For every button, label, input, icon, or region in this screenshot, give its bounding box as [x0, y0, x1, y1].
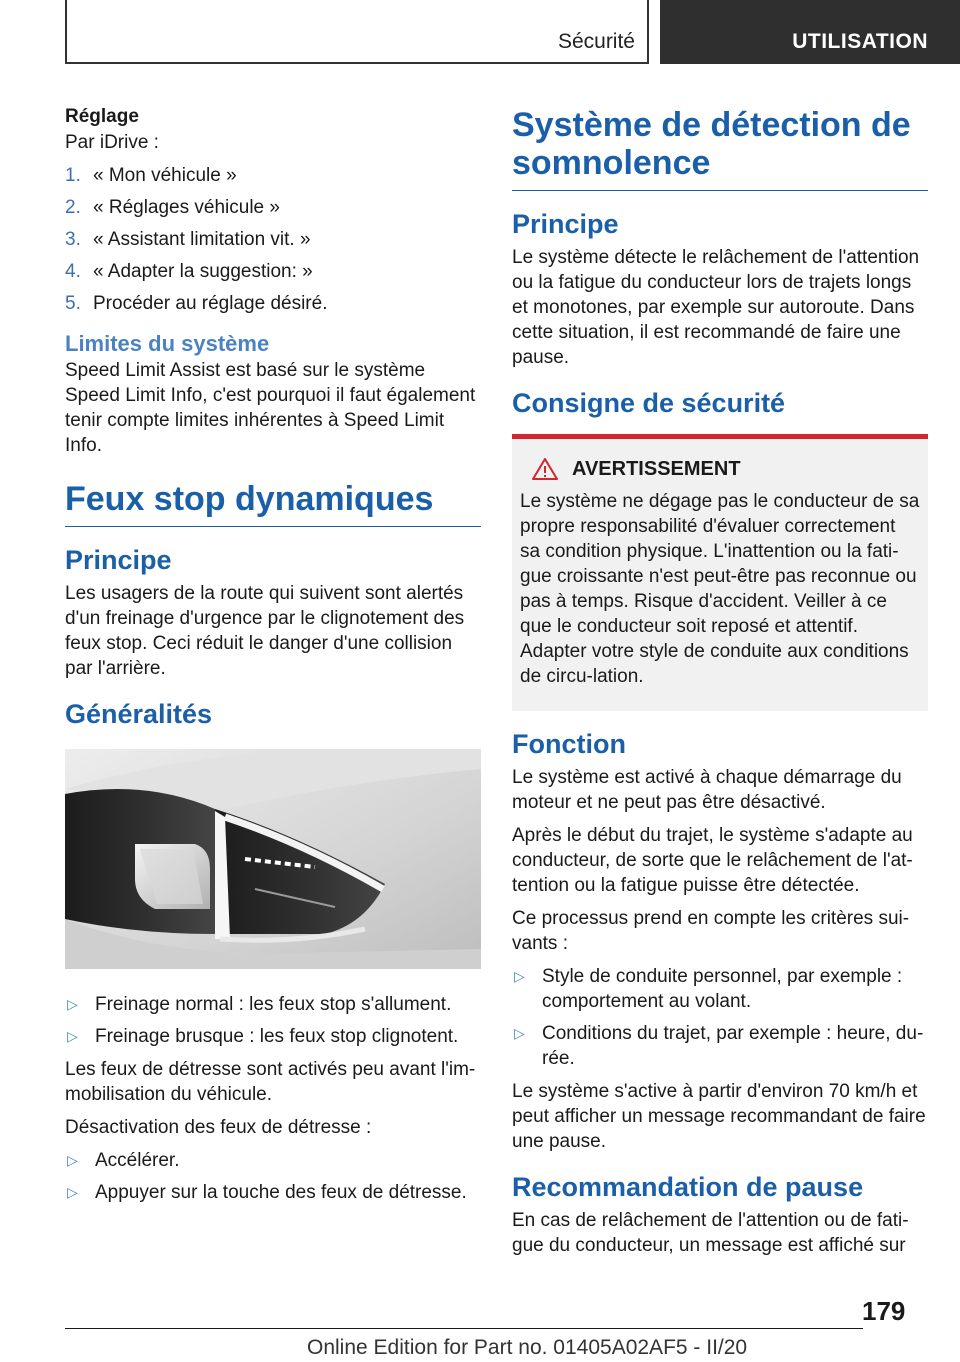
reglage-heading: Réglage	[65, 106, 139, 127]
list-item	[65, 227, 481, 252]
feux-stop-heading: Feux stop dynamiques	[65, 480, 481, 527]
footer-divider	[65, 1328, 863, 1329]
list-item	[65, 992, 481, 1017]
reglage-intro: Par iDrive :	[65, 132, 159, 153]
step-number: 2.	[65, 197, 81, 218]
limites-heading: Limites du système	[65, 331, 270, 356]
list-item-text: Conditions du trajet, par exemple : heure, du‐rée.	[542, 1023, 924, 1069]
somnolence-heading: Système de détection de somnolence	[512, 106, 928, 191]
step-text: Procéder au réglage désiré.	[93, 293, 328, 314]
warning-box	[512, 434, 928, 711]
list-item-text: Style de conduite personnel, par exemple : comportement au volant.	[542, 966, 903, 1012]
brake-behavior-list	[65, 992, 481, 1049]
step-text: « Assistant limitation vit. »	[93, 229, 311, 250]
list-item	[65, 1180, 481, 1205]
recommandation-text: En cas de relâchement de l'attention ou de fati‐gue du conducteur, un message est affiché sur	[512, 1210, 909, 1256]
desactivation-text: Désactivation des feux de détresse :	[65, 1117, 372, 1138]
step-text: « Adapter la suggestion: »	[93, 261, 313, 282]
limites-text: Speed Limit Assist est basé sur le système Speed Limit Info, c'est pourquoi il faut également tenir compte limites inhérentes à Speed Limit Info.	[65, 360, 476, 456]
step-text: « Réglages véhicule »	[93, 197, 280, 218]
tail-light-photo	[65, 749, 481, 969]
list-item	[65, 163, 481, 188]
list-item-text: Freinage brusque : les feux stop clignotent.	[95, 1026, 459, 1047]
step-text: « Mon véhicule »	[93, 165, 237, 186]
list-item	[65, 259, 481, 284]
principe-heading-right: Principe	[512, 209, 619, 239]
warning-title: AVERTISSEMENT	[572, 457, 741, 480]
page-number: 179	[862, 1296, 906, 1326]
warning-title-row	[520, 457, 920, 481]
list-item	[65, 195, 481, 220]
principe-text-left: Les usagers de la route qui suivent sont alertés d'un freinage d'urgence par le clignotement des feux stop. Ceci réduit le danger d'une collision par l'arrière.	[65, 583, 465, 679]
header-chapter-label: UTILISATION	[792, 30, 928, 53]
fonction-text-2: Après le début du trajet, le système s'adapte au conducteur, de sorte que le relâchement de l'at‐tention ou la fatigue puisse être détectée.	[512, 825, 913, 896]
triangle-right-outline-icon: ▷	[67, 1152, 78, 1168]
list-item-text: Appuyer sur la touche des feux de détresse.	[95, 1182, 467, 1203]
criteria-list	[512, 964, 928, 1071]
triangle-right-outline-icon: ▷	[514, 968, 525, 984]
consigne-heading: Consigne de sécurité	[512, 388, 786, 418]
warning-text: Le système ne dégage pas le conducteur de sa propre responsabilité d'évaluer correctement sa condition physique. L'inattention ou la fati‐gue croissante n'est peut-être pas reconnue ou pas à temps. Risque d'accident. Veiller à ce que le conducteur soit reposé et attentif. Adapter votre style de conduite aux conditions de circu‐lation.	[520, 491, 920, 687]
step-number: 3.	[65, 229, 81, 250]
desactivation-list	[65, 1148, 481, 1205]
step-number: 1.	[65, 165, 81, 186]
detresse-text: Les feux de détresse sont activés peu avant l'im‐mobilisation du véhicule.	[65, 1059, 476, 1105]
fonction-text-3: Ce processus prend en compte les critères sui‐vants :	[512, 908, 910, 954]
list-item	[512, 1021, 928, 1071]
header-chapter-tab	[660, 0, 960, 64]
generalites-heading: Généralités	[65, 699, 213, 729]
list-item-text: Accélérer.	[95, 1150, 180, 1171]
right-column	[512, 100, 928, 1266]
triangle-right-outline-icon: ▷	[514, 1025, 525, 1041]
principe-heading-left: Principe	[65, 545, 172, 575]
fonction-text-1: Le système est activé à chaque démarrage du moteur et ne peut pas être désactivé.	[512, 767, 902, 813]
header-section-tab	[65, 0, 649, 64]
triangle-right-outline-icon: ▷	[67, 996, 78, 1012]
reglage-steps	[65, 163, 481, 316]
recommandation-heading: Recommandation de pause	[512, 1172, 864, 1202]
step-number: 5.	[65, 293, 81, 314]
warning-triangle-icon	[532, 457, 558, 481]
step-number: 4.	[65, 261, 81, 282]
list-item	[65, 1148, 481, 1173]
list-item	[512, 964, 928, 1014]
principe-text-right: Le système détecte le relâchement de l'attention ou la fatigue du conducteur lors de trajets longs et monotones, par exemple sur autoroute. Dans cette situation, il est recommandé de faire une pause.	[512, 247, 920, 368]
triangle-right-outline-icon: ▷	[67, 1028, 78, 1044]
footer-edition: Online Edition for Part no. 01405A02AF5 - II/20	[307, 1336, 748, 1359]
list-item	[65, 1024, 481, 1049]
left-column	[65, 100, 481, 1213]
list-item	[65, 291, 481, 316]
fonction-text-4: Le système s'active à partir d'environ 70 km/h et peut afficher un message recommandant de faire une pause.	[512, 1081, 926, 1152]
list-item-text: Freinage normal : les feux stop s'allument.	[95, 994, 452, 1015]
header-section-label: Sécurité	[557, 30, 635, 53]
triangle-right-outline-icon: ▷	[67, 1184, 78, 1200]
fonction-heading: Fonction	[512, 729, 626, 759]
